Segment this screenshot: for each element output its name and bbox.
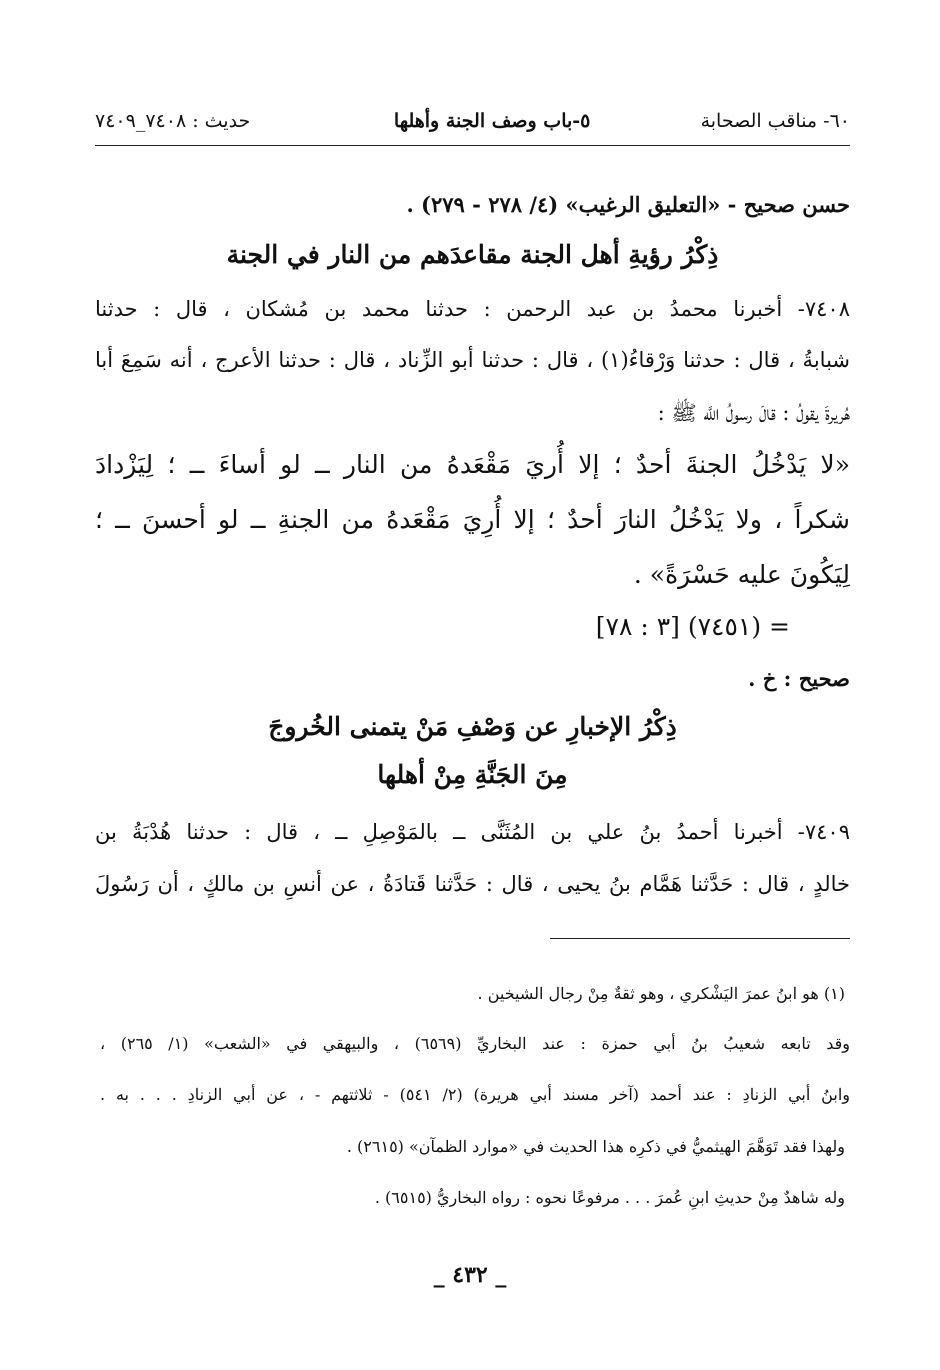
footnote-1-continued-2: وابنُ أبي الزنادِ : عند أحمد (آخر مسند أبي هريرة) (٢/ ٥٤١) - ثلاثتهم - ، عن أبي الزنادِ . . . به . [100, 1085, 850, 1104]
section-heading-1: ذِكْرُ رؤيةِ أهل الجنة مقاعدَهم من النار في الجنة [226, 240, 719, 269]
section-heading-2-line-2: مِنَ الجَنَّةِ مِنْ أهلها [377, 760, 568, 789]
hadith-7408-text-2: شكراً ، ولا يَدْخُلُ النارَ أحدٌ ؛ إلا أُرِيَ مَقْعَدهُ من الجنةِ ــ لو أحسنَ ــ ؛ [95, 505, 850, 534]
hadith-7408-reference: = (٧٤٥١) [٣ : ٧٨] [595, 612, 790, 641]
grading-top: حسن صحيح - «التعليق الرغيب» (٤/ ٢٧٨ - ٢٧٩) . [406, 192, 850, 217]
hadith-7409-line-1: ٧٤٠٩- أخبرنا أحمدُ بنُ علي بن المُثَنَّى ــ بالمَوْصِلِ ــ ، قال : حدثنا هُدْبَةُ بن [95, 820, 850, 844]
hadith-7408-line-3: هُريرةَ يقولُ : قالَ رسولُ اللَّه ﷺ : [657, 401, 850, 425]
header-section: ٥-باب وصف الجنة وأهلها [393, 110, 591, 132]
page-number: _ ٤٣٢ _ [433, 1262, 507, 1288]
hadith-7408-text-3: لِيَكُونَ عليه حَسْرَةً» . [633, 560, 850, 589]
footnote-1-continued-4: وله شاهدٌ مِنْ حديثِ ابنِ عُمرَ . . . مرفوعًا نحوه : رواه البخاريُّ (٦٥١٥) . [374, 1188, 845, 1207]
hadith-7408-grade: صحيح : خ . [748, 666, 850, 691]
header-chapter: ٦٠- مناقب الصحابة [700, 110, 850, 132]
hadith-7408-line-1: ٧٤٠٨- أخبرنا محمدُ بن عبد الرحمن : حدثنا محمد بن مُشكان ، قال : حدثنا [95, 297, 850, 321]
header-rule [95, 145, 850, 146]
footnote-1-continued-3: ولهذا فقد تَوَهَّمَ الهيثميُّ في ذكرِه هذا الحديث في «موارد الظمآن» (٢٦١٥) . [346, 1137, 845, 1156]
footnote-1: (١) هو ابنُ عمرَ اليَشْكري ، وهو ثقةٌ مِنْ رجال الشيخين . [477, 984, 845, 1003]
hadith-7408-text-1: «لا يَدْخُلُ الجنةَ أحدٌ ؛ إلا أُريَ مَقْعَدهُ من النار ــ لو أساءَ ــ ؛ لِيَزْدادَ [95, 450, 850, 479]
hadith-7408-line-2: شبابةُ ، قال : حدثنا وَرْقاءُ(١) ، قال : حدثنا أبو الزِّناد ، قال : حدثنا الأعرج ، أنه سَمِعَ أبا [95, 348, 850, 372]
running-header [95, 104, 850, 144]
section-heading-2-line-1: ذِكْرُ الإخبارِ عن وَصْفِ مَنْ يتمنى الخُروجَ [268, 712, 677, 741]
footnote-1-continued-1: وقد تابعه شعيبُ بنُ أبي حمزة : عند البخاريِّ (٦٥٦٩) ، والبيهقي في «الشعب» (١/ ٢٦٥) ، [100, 1034, 850, 1053]
hadith-7409-line-2: خالدٍ ، قال : حَدَّثنا هَمَّام بنُ يحيى ، قال : حَدَّثنا قَتادَةُ ، عن أنسِ بن مالكٍ ، أن رَسُولَ [95, 872, 850, 896]
footnote-rule [550, 938, 850, 939]
header-hadith-range: حديث : ٧٤٠٨_٧٤٠٩ [95, 110, 251, 132]
